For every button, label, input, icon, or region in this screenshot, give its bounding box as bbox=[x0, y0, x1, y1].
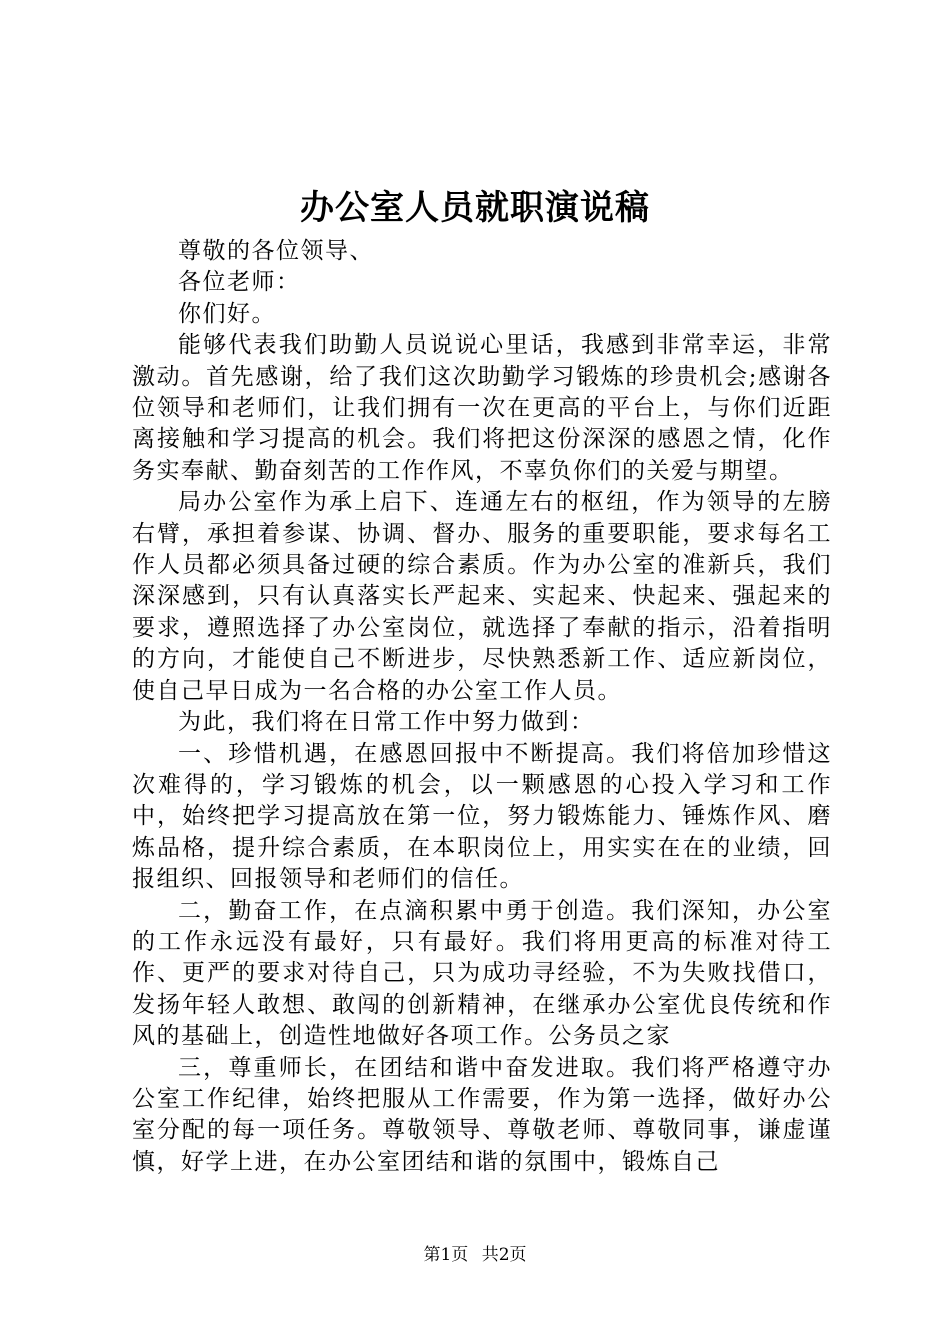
document-title: 办公室人员就职演说稿 bbox=[300, 188, 650, 228]
salutation-line-2: 各位老师： bbox=[178, 269, 301, 296]
paragraph: 三，尊重师长，在团结和谐中奋发进取。我们将严格遵守办公室工作纪律，始终把服从工作需要，作为第一选择，做好办公室分配的每一项任务。尊敬领导、尊敬老师、尊敬同事，谦虚谨慎，好学上进，在办公室团结和谐的氛围中，锻炼自己 bbox=[132, 1054, 832, 1175]
greeting-line: 你们好。 bbox=[178, 300, 276, 327]
document-body bbox=[132, 236, 832, 1178]
paragraph: 一、珍惜机遇，在感恩回报中不断提高。我们将倍加珍惜这次难得的，学习锻炼的机会，以一颗感恩的心投入学习和工作中，始终把学习提高放在第一位，努力锻炼能力、锤炼作风、磨炼品格，提升综合素质，在本职岗位上，用实实在在的业绩，回报组织、回报领导和老师们的信任。 bbox=[132, 740, 832, 893]
paragraph: 局办公室作为承上启下、连通左右的枢纽，作为领导的左膀右臂，承担着参谋、协调、督办、服务的重要职能，要求每名工作人员都必须具备过硬的综合素质。作为办公室的准新兵，我们深深感到，只有认真落实长严起来、实起来、快起来、强起来的要求，遵照选择了办公室岗位，就选择了奉献的指示，沿着指明的方向，才能使自己不断进步，尽快熟悉新工作、适应新岗位，使自己早日成为一名合格的办公室工作人员。 bbox=[132, 489, 832, 704]
page-total: 共2页 bbox=[481, 1245, 527, 1265]
paragraph: 为此，我们将在日常工作中努力做到： bbox=[178, 709, 595, 736]
page-footer bbox=[0, 1244, 950, 1266]
page-number: 第1页 bbox=[423, 1245, 469, 1265]
paragraph: 能够代表我们助勤人员说说心里话，我感到非常幸运，非常激动。首先感谢，给了我们这次助勤学习锻炼的珍贵机会;感谢各位领导和老师们，让我们拥有一次在更高的平台上，与你们近距离接触和学习提高的机会。我们将把这份深深的感恩之情，化作务实奉献、勤奋刻苦的工作作风，不辜负你们的关爱与期望。 bbox=[132, 332, 832, 484]
salutation-line-1: 尊敬的各位领导、 bbox=[178, 238, 374, 264]
paragraph: 二，勤奋工作，在点滴积累中勇于创造。我们深知，办公室的工作永远没有最好，只有最好。我们将用更高的标准对待工作、更严的要求对待自己，只为成功寻经验，不为失败找借口，发扬年轻人敢想、敢闯的创新精神，在继承办公室优良传统和作风的基础上，创造性地做好各项工作。公务员之家 bbox=[132, 897, 832, 1050]
